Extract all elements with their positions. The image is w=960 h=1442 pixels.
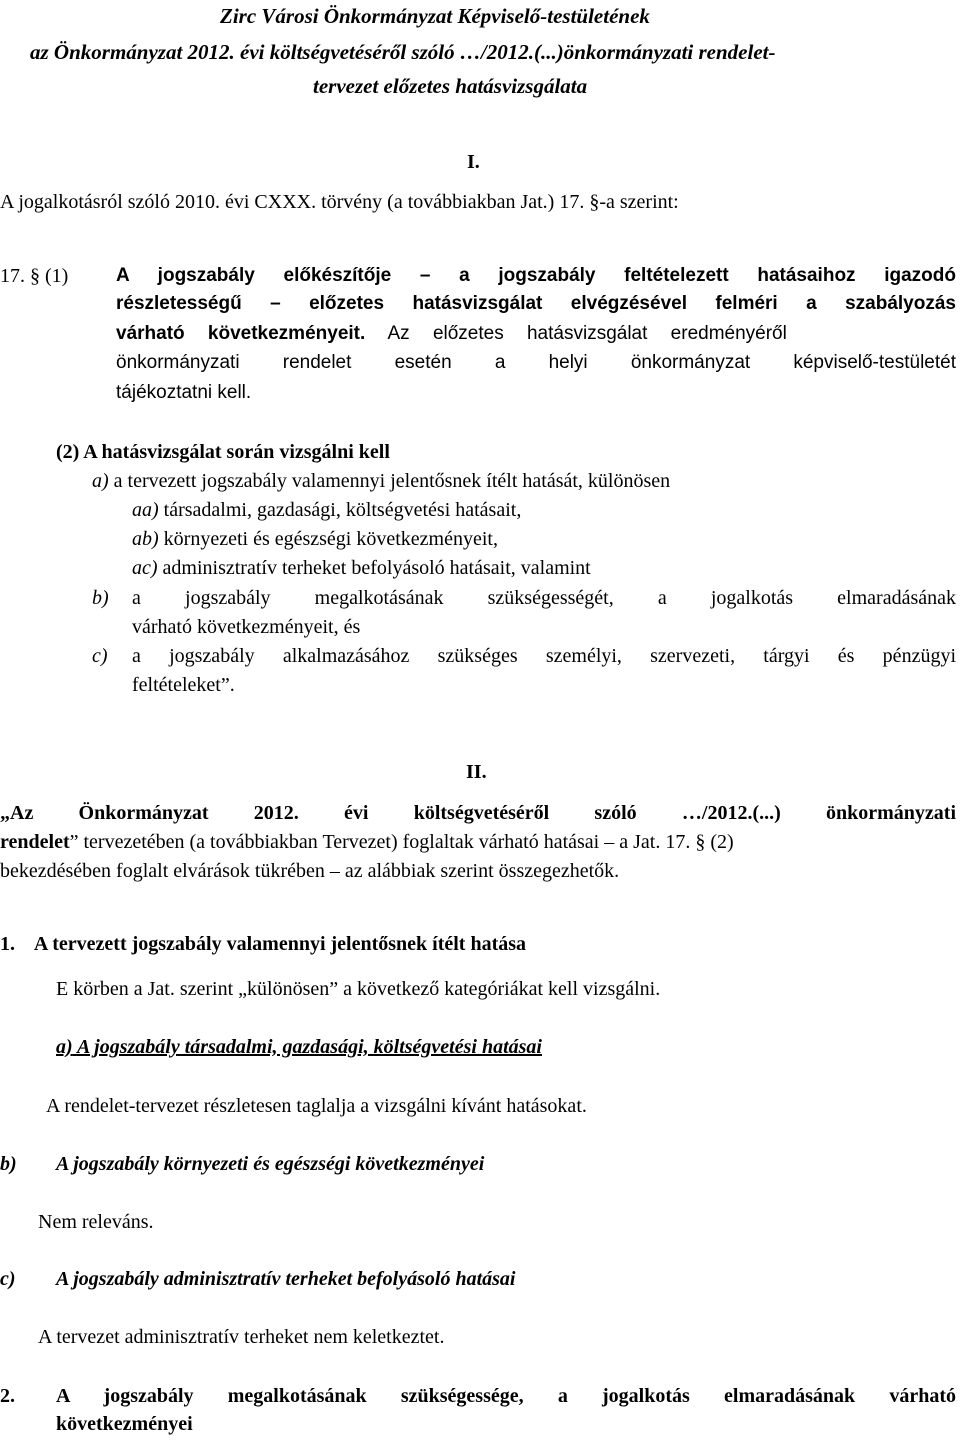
- paragraph-17-line3: [116, 322, 956, 346]
- item-a: [92, 469, 670, 493]
- paragraph-17-line4: önkormányzati rendelet esetén a helyi önkormányzat képviselő-testületét: [116, 352, 956, 373]
- item-ac-text: adminisztratív terheket befolyásoló hatásait, valamint: [157, 557, 591, 579]
- item-ab-text: környezeti és egészségi következményeit,: [158, 528, 498, 550]
- paragraph-17-line5: tájékoztatni kell.: [116, 382, 252, 403]
- section-1-heading: I.: [467, 151, 480, 173]
- paragraph-17-line3-rest: Az előzetes hatásvizsgálat eredményéről: [365, 323, 787, 344]
- section-2-line3: bekezdésében foglalt elvárások tükrében – az alábbiak szerint összegezhetők.: [0, 860, 620, 882]
- item-c-label: c): [92, 645, 108, 667]
- item-2-line1: A jogszabály megalkotásának szükségessége, a jogalkotás elmaradásának várható: [56, 1385, 956, 1407]
- doc-title-line3: tervezet előzetes hatásvizsgálata: [313, 74, 588, 98]
- doc-title-line2: az Önkormányzat 2012. évi költségvetéséről szóló …/2012.(...)önkormányzati rendelet-: [30, 40, 776, 64]
- doc-title-line1: Zirc Városi Önkormányzat Képviselő-testületének: [220, 4, 650, 28]
- item-b-line1: a jogszabály megalkotásának szükségességét, a jogalkotás elmaradásának: [132, 587, 956, 609]
- sub-a-text: A rendelet-tervezet részletesen taglalja a vizsgálni kívánt hatásokat.: [46, 1095, 587, 1117]
- item-2-line2: következményei: [56, 1413, 193, 1435]
- item-c-line1: a jogszabály alkalmazásához szükséges személyi, szervezeti, tárgyi és pénzügyi: [132, 645, 956, 667]
- item-ac: [132, 556, 591, 580]
- section-2-line1: „Az Önkormányzat 2012. évi költségvetéséről szóló …/2012.(...) önkormányzati: [0, 802, 956, 824]
- paragraph-2-heading: (2) A hatásvizsgálat során vizsgálni kell: [56, 441, 390, 463]
- item-aa-label: aa): [132, 499, 159, 521]
- section-2-line2: [0, 830, 956, 854]
- paragraph-17-line2: részletességű – előzetes hatásvizsgálat elvégzésével felméri a szabályozás: [116, 293, 956, 314]
- item-1-heading: 1. A tervezett jogszabály valamennyi jelentősnek ítélt hatása: [0, 933, 527, 955]
- item-a-text: a tervezett jogszabály valamennyi jelentősnek ítélt hatását, különösen: [108, 470, 671, 492]
- item-b-label: b): [92, 587, 109, 609]
- section-2-line2-bold: rendelet: [0, 831, 70, 853]
- item-c-line2: feltételeket”.: [132, 674, 235, 696]
- item-a-label: a): [92, 470, 109, 492]
- item-b-line2: várható következményeit, és: [132, 616, 361, 638]
- item-2-number: 2.: [0, 1385, 15, 1407]
- paragraph-17-number: 17. § (1): [0, 265, 69, 287]
- sub-a-label: a): [56, 1036, 73, 1058]
- paragraph-17-line3-bold: várható következményeit.: [116, 323, 366, 344]
- item-ab-label: ab): [132, 528, 159, 550]
- sub-c-text: A tervezet adminisztratív terheket nem keletkeztet.: [38, 1326, 445, 1348]
- sub-c-label: c): [0, 1268, 16, 1290]
- item-ab: [132, 527, 498, 551]
- section-2-line2-rest: ” tervezetében (a továbbiakban Tervezet) foglaltak várható hatásai – a Jat. 17. § (2): [69, 831, 734, 853]
- item-aa-text: társadalmi, gazdasági, költségvetési hatásait,: [158, 499, 522, 521]
- section-1-intro: A jogalkotásról szóló 2010. évi CXXX. törvény (a továbbiakban Jat.) 17. §-a szerint:: [0, 191, 679, 213]
- section-2-heading: II.: [466, 761, 487, 783]
- sub-a-heading: [56, 1035, 542, 1059]
- item-aa: [132, 498, 521, 522]
- sub-c-title: A jogszabály adminisztratív terheket befolyásoló hatásai: [56, 1268, 516, 1290]
- item-1-text: E körben a Jat. szerint „különösen” a következő kategóriákat kell vizsgálni.: [56, 978, 661, 1000]
- sub-b-text: Nem releváns.: [38, 1211, 154, 1233]
- paragraph-17-line1: A jogszabály előkészítője – a jogszabály feltételezett hatásaihoz igazodó: [116, 265, 956, 286]
- sub-b-title: A jogszabály környezeti és egészségi következményei: [56, 1153, 485, 1175]
- sub-a-title: A jogszabály társadalmi, gazdasági, költségvetési hatásai: [76, 1036, 542, 1058]
- sub-b-label: b): [0, 1153, 17, 1175]
- item-ac-label: ac): [132, 557, 158, 579]
